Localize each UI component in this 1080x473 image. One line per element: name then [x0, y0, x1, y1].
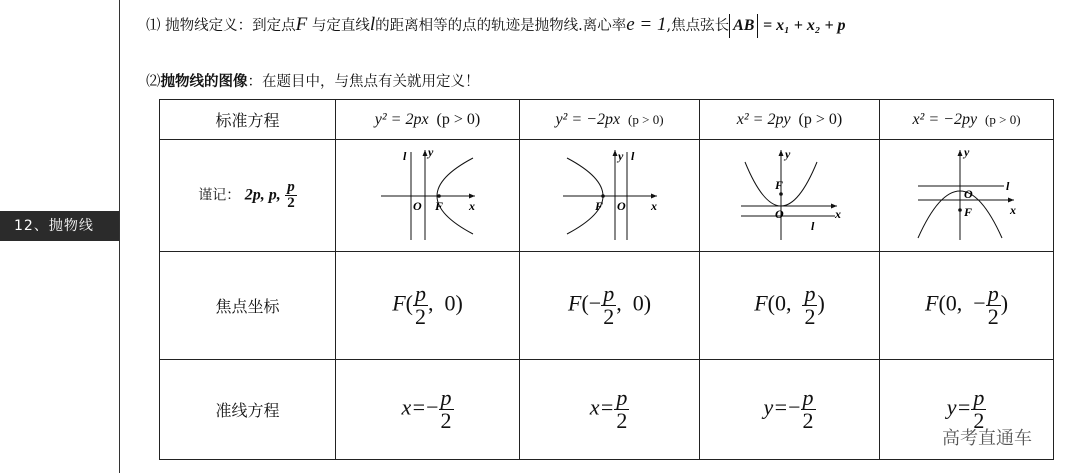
chord-ab: AB [729, 14, 758, 38]
directrix-2: x= $\frac{p}{2}$ [520, 360, 700, 460]
section-label: 12、抛物线 [0, 211, 119, 241]
mnemonic: 谨记： 2p, p, $\frac{p}{2}$ [160, 140, 336, 252]
eq-3: x² = 2py (p > 0) [700, 100, 880, 140]
svg-text:F: F [434, 198, 443, 213]
parabola-left-graph [555, 144, 665, 244]
svg-text:O: O [774, 206, 784, 221]
svg-text:y: y [963, 144, 969, 159]
graph-row [160, 140, 1054, 252]
svg-text:x: x [1009, 202, 1016, 217]
eq-2: y² = −2px (p > 0) [520, 100, 700, 140]
image-note-line: ⑵抛物线的图像：在题目中，与焦点有关就用定义！ [146, 73, 480, 90]
svg-text:l: l [1005, 178, 1009, 193]
svg-text:O: O [616, 198, 626, 213]
svg-text:x: x [468, 198, 475, 213]
graph-1 [336, 140, 520, 252]
directrix-row [160, 360, 1054, 460]
svg-text:l: l [402, 148, 406, 163]
eq-1: y² = 2px (p > 0) [336, 100, 520, 140]
parabola-right-graph [373, 144, 483, 244]
svg-text:F: F [774, 177, 783, 192]
directrix-label: 准线方程 [160, 360, 336, 460]
directrix-4: y= $\frac{p}{2}$ [880, 360, 1054, 460]
svg-text:O: O [412, 198, 422, 213]
svg-text:O: O [963, 186, 973, 201]
graph-2 [520, 140, 700, 252]
parabola-table [159, 99, 1054, 460]
svg-text:x: x [834, 206, 841, 221]
focus-3: F(0, $\frac{p}{2}$ ) [700, 252, 880, 360]
header-label: 标准方程 [160, 100, 336, 140]
definition-line: ⑴ 抛物线定义：到定点F 与定直线l的距离相等的点的轨迹是抛物线.离心率e = 1,焦点弦长 AB = x₁ + x₂ + p [146, 14, 846, 38]
graph-4 [880, 140, 1054, 252]
svg-text:y: y [427, 144, 433, 159]
directrix-1: x=− $\frac{p}{2}$ [336, 360, 520, 460]
focus-2: F(− $\frac{p}{2}$ , 0) [520, 252, 700, 360]
svg-text:F: F [963, 204, 972, 219]
focus-4: F(0, − $\frac{p}{2}$ ) [880, 252, 1054, 360]
focus-1: F( $\frac{p}{2}$ , 0) [336, 252, 520, 360]
directrix-3: y=− $\frac{p}{2}$ [700, 360, 880, 460]
watermark: 高考直通车 [942, 428, 1032, 449]
focus-row [160, 252, 1054, 360]
svg-text:l: l [630, 148, 634, 163]
parabola-down-graph [912, 144, 1022, 244]
svg-text:F: F [594, 198, 603, 213]
focus-label: 焦点坐标 [160, 252, 336, 360]
eq-4: x² = −2py (p > 0) [880, 100, 1054, 140]
svg-text:x: x [650, 198, 657, 213]
svg-text:l: l [810, 218, 814, 233]
parabola-up-graph [735, 144, 845, 244]
graph-3 [700, 140, 880, 252]
header-row [160, 100, 1054, 140]
svg-text:y: y [617, 148, 623, 163]
svg-text:y: y [784, 146, 790, 161]
